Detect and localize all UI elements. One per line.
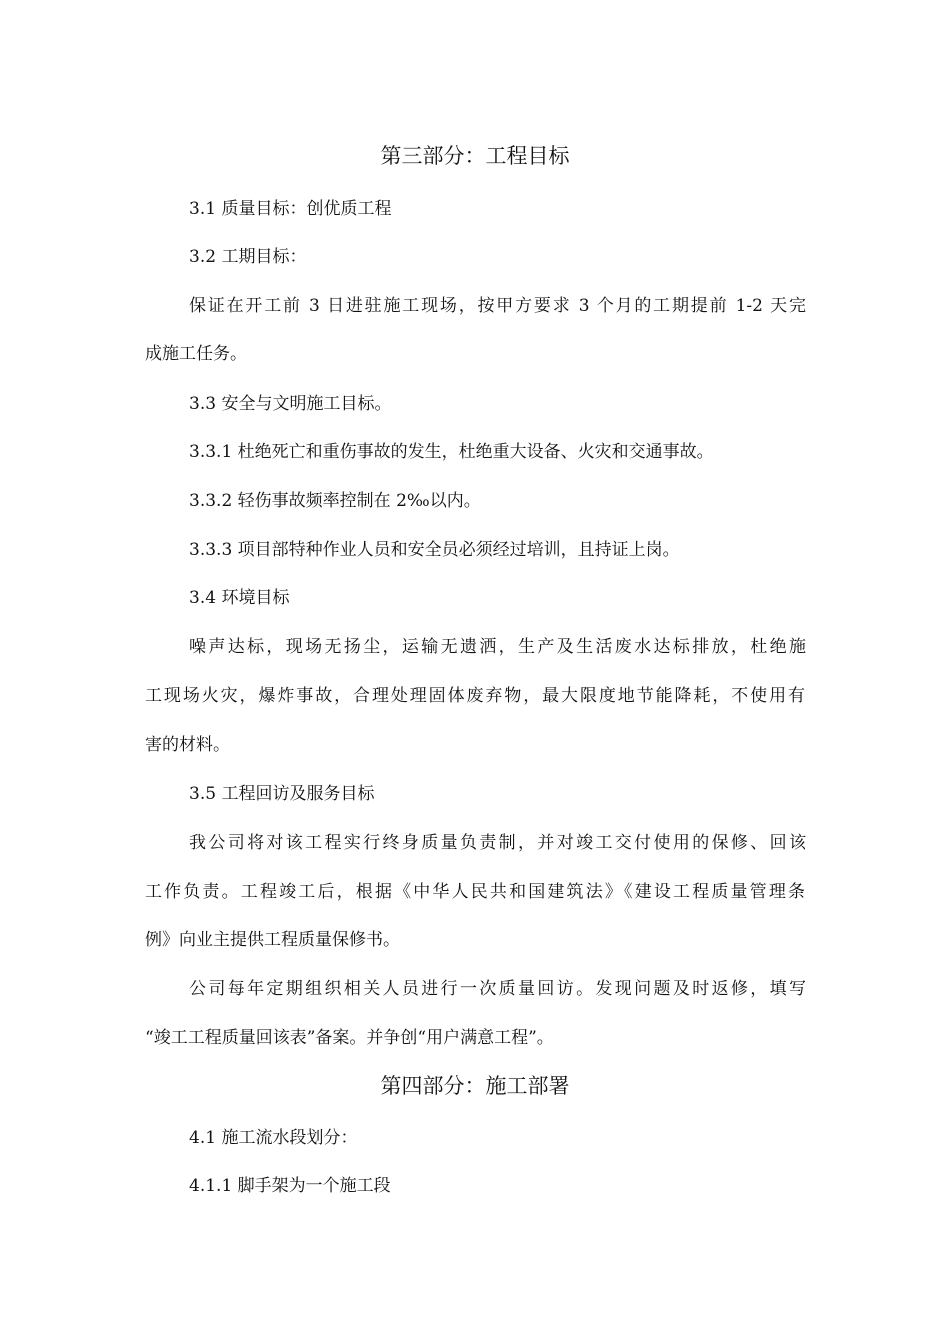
service-text-line-1: 我公司将对该工程实行终身质量负责制，并对竣工交付使用的保修、回该 (189, 833, 806, 853)
paragraph-3-3: 3.3 安全与文明施工目标。 (189, 394, 392, 414)
service-text-line-2: 工作负责。工程竣工后，根据《中华人民共和国建筑法》《建设工程质量管理条 (145, 882, 805, 902)
schedule-text-line-1: 保证在开工前 3 日进驻施工现场，按甲方要求 3 个月的工期提前 1-2 天完 (189, 296, 806, 316)
paragraph-3-3-1: 3.3.1 杜绝死亡和重伤事故的发生，杜绝重大设备、火灾和交通事故。 (189, 442, 714, 462)
paragraph-3-4: 3.4 环境目标 (189, 588, 290, 608)
paragraph-4-1-1: 4.1.1 脚手架为一个施工段 (189, 1176, 391, 1196)
return-visit-text-line-1: 公司每年定期组织相关人员进行一次质量回访。发现问题及时返修，填写 (189, 979, 806, 999)
section-3-heading: 第三部分：工程目标 (380, 144, 570, 168)
paragraph-3-2: 3.2 工期目标： (189, 247, 307, 267)
paragraph-3-3-3: 3.3.3 项目部特种作业人员和安全员必须经过培训，且持证上岗。 (189, 540, 680, 560)
section-4-heading: 第四部分：施工部署 (380, 1074, 570, 1098)
environment-text-line-3: 害的材料。 (145, 735, 230, 755)
environment-text-line-2: 工现场火灾，爆炸事故，合理处理固体废弃物，最大限度地节能降耗，不使用有 (145, 686, 805, 706)
paragraph-3-5: 3.5 工程回访及服务目标 (189, 784, 375, 804)
paragraph-3-1: 3.1 质量目标：创优质工程 (189, 199, 392, 219)
service-text-line-3: 例》向业主提供工程质量保修书。 (145, 930, 400, 950)
paragraph-3-3-2: 3.3.2 轻伤事故频率控制在 2‰以内。 (189, 491, 481, 511)
schedule-text-line-2: 成施工任务。 (145, 344, 247, 364)
paragraph-4-1: 4.1 施工流水段划分： (189, 1128, 358, 1148)
return-visit-text-line-2: “竣工工程质量回该表”备案。并争创“用户满意工程”。 (145, 1028, 554, 1048)
environment-text-line-1: 噪声达标，现场无扬尘，运输无遗洒，生产及生活废水达标排放，杜绝施 (189, 637, 806, 657)
